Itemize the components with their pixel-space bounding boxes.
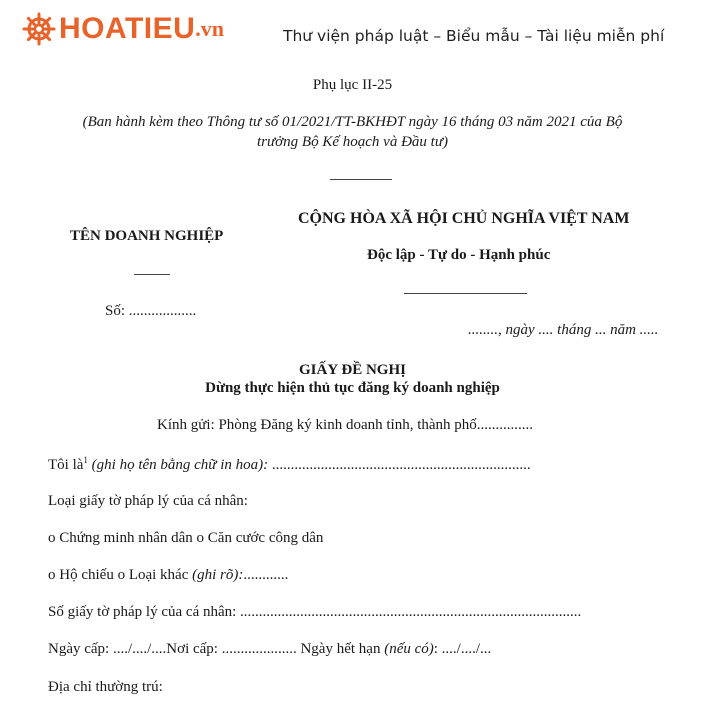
field-issue-date-hint: (nếu có)	[384, 641, 434, 657]
issued-by-line2: trưởng Bộ Kế hoạch và Đầu tư)	[256, 134, 448, 150]
divider-top	[330, 179, 392, 180]
field-id-options-1: o Chứng minh nhân dân o Căn cước công dân	[48, 530, 324, 546]
appendix-label: Phụ lục II-25	[312, 77, 393, 93]
country-name: CỘNG HÒA XÃ HỘI CHỦ NGHĨA VIỆT NAM	[298, 210, 630, 227]
field-issue-date-dots: : ..../..../...	[433, 641, 492, 657]
logo-suffix: .vn	[195, 16, 225, 41]
divider-company	[134, 274, 170, 275]
field-id-number: Số giấy tờ pháp lý của cá nhân: ...........................................................................................	[48, 604, 582, 620]
field-id-options-2-hint: (ghi rõ):	[192, 567, 244, 583]
field-full-name-hint: (ghi họ tên bằng chữ in hoa):	[87, 457, 269, 473]
issued-by-line1: (Ban hành kèm theo Thông tư số 01/2021/TT-BKHĐT ngày 16 tháng 03 năm 2021 của Bộ	[82, 114, 623, 130]
field-full-name-label: Tôi là	[48, 457, 84, 473]
field-issue-date	[48, 641, 491, 658]
document-date: ........, ngày .... tháng ... năm .....	[468, 322, 659, 338]
field-full-name-dots: .....................................................................	[268, 457, 531, 473]
document-subtitle: Dừng thực hiện thủ tục đăng ký doanh nghiệp	[205, 380, 500, 396]
field-id-options-2	[48, 567, 288, 584]
logo-text: HOATIEU	[59, 12, 196, 45]
site-tagline: Thư viện pháp luật – Biểu mẫu – Tài liệu miễn phí	[283, 27, 665, 45]
field-id-options-2-dots: ............	[243, 567, 289, 583]
document-number: Số: ..................	[105, 303, 197, 319]
divider-motto	[404, 293, 527, 294]
field-full-name	[48, 455, 531, 474]
ship-wheel-icon	[22, 12, 56, 46]
recipient-line: Kính gửi: Phòng Đăng ký kinh doanh tỉnh, thành phố...............	[157, 417, 534, 433]
field-permanent-address: Địa chỉ thường trú:	[48, 679, 163, 695]
document-title: GIẤY ĐỀ NGHỊ	[299, 362, 406, 378]
national-motto: Độc lập - Tự do - Hạnh phúc	[367, 247, 551, 263]
field-id-type-label: Loại giấy tờ pháp lý của cá nhân:	[48, 493, 248, 509]
company-name: TÊN DOANH NGHIỆP	[70, 228, 224, 244]
footnote-marker: 1	[83, 455, 88, 465]
field-id-options-2-text: o Hộ chiếu o Loại khác	[48, 567, 193, 583]
field-issue-date-text: Ngày cấp: ..../..../....Nơi cấp: .................... Ngày hết hạn	[48, 641, 385, 657]
site-logo[interactable]	[22, 12, 224, 46]
